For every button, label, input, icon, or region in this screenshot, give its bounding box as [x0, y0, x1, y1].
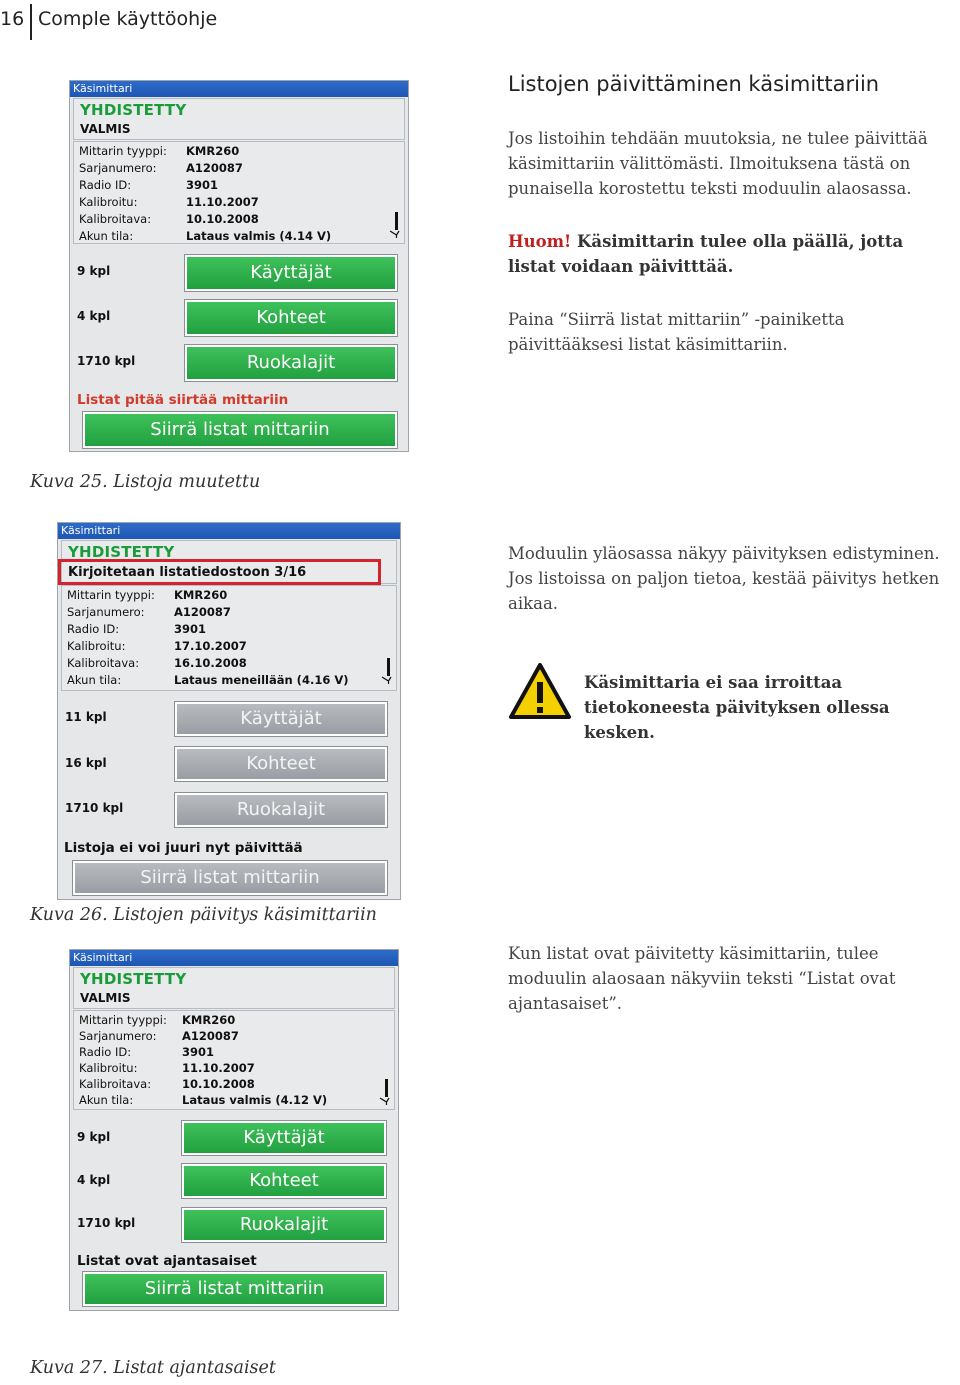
- targets-count: 16 kpl: [65, 756, 107, 770]
- info-label: Radio ID:: [79, 178, 132, 192]
- note-text: Käsimittarin tulee olla päällä, jotta listat voidaan päivitttää.: [508, 232, 904, 276]
- info-row-to-calibrate: [67, 656, 376, 673]
- info-label: Kalibroitava:: [79, 1077, 152, 1091]
- info-value: A120087: [174, 605, 231, 619]
- info-value: 10.10.2008: [182, 1077, 255, 1091]
- info-value: 3901: [186, 178, 219, 192]
- info-label: Radio ID:: [67, 622, 120, 636]
- signal-icon: [379, 658, 393, 684]
- info-value: 3901: [174, 622, 207, 636]
- progress-highlight: [58, 559, 381, 585]
- signal-icon: [377, 1079, 391, 1105]
- info-label: Kalibroitu:: [79, 195, 138, 209]
- info-row-to-calibrate: [79, 1077, 374, 1094]
- info-row-radio: [79, 1045, 374, 1062]
- info-value: KMR260: [174, 588, 228, 602]
- note-paragraph: [508, 229, 953, 279]
- status-message: Listoja ei voi juuri nyt päivittää: [64, 840, 303, 856]
- info-row-battery: [79, 229, 384, 246]
- device-header-panel: [73, 98, 405, 140]
- targets-count: 4 kpl: [77, 1173, 111, 1187]
- users-count: 9 kpl: [77, 264, 111, 278]
- users-count: 9 kpl: [77, 1130, 111, 1144]
- window-titlebar: Käsimittari: [58, 523, 400, 539]
- info-value: KMR260: [182, 1013, 236, 1027]
- device-name: YHDISTETTY: [68, 543, 175, 561]
- dishes-button[interactable]: Ruokalajit: [182, 1208, 386, 1242]
- info-value: Lataus valmis (4.14 V): [186, 229, 332, 243]
- users-button[interactable]: Käyttäjät: [175, 702, 387, 736]
- targets-button[interactable]: Kohteet: [185, 300, 397, 336]
- info-label: Akun tila:: [79, 229, 134, 243]
- info-row-radio: [79, 178, 384, 195]
- info-row-calibrated: [67, 639, 376, 656]
- users-count: 11 kpl: [65, 710, 107, 724]
- info-value: 11.10.2007: [186, 195, 259, 209]
- header-title: Comple käyttöohje: [38, 8, 218, 30]
- info-label: Akun tila:: [67, 673, 122, 687]
- info-row-calibrated: [79, 1061, 374, 1078]
- transfer-lists-button[interactable]: Siirrä listat mittariin: [83, 1272, 386, 1306]
- info-label: Radio ID:: [79, 1045, 132, 1059]
- info-value: A120087: [182, 1029, 239, 1043]
- device-name: YHDISTETTY: [80, 970, 187, 988]
- device-info-panel: [73, 141, 405, 244]
- info-row-battery: [67, 673, 376, 690]
- figure-caption-25: Kuva 25. Listoja muutettu: [30, 472, 261, 492]
- targets-button[interactable]: Kohteet: [182, 1164, 386, 1198]
- progress-status: Kirjoitetaan listatiedostoon 3/16: [68, 565, 307, 580]
- dishes-button[interactable]: Ruokalajit: [175, 793, 387, 827]
- section-title: Listojen päivittäminen käsimittariin: [508, 72, 880, 96]
- info-row-battery: [79, 1093, 374, 1110]
- info-label: Kalibroitava:: [67, 656, 140, 670]
- info-row-to-calibrate: [79, 212, 384, 229]
- info-value: 10.10.2008: [186, 212, 259, 226]
- info-row-type: [67, 588, 376, 605]
- device-state: VALMIS: [80, 122, 131, 136]
- info-row-radio: [67, 622, 376, 639]
- device-info-panel: [61, 585, 397, 691]
- window-titlebar: Käsimittari: [70, 950, 398, 966]
- info-label: Mittarin tyyppi:: [67, 588, 155, 602]
- info-row-calibrated: [79, 195, 384, 212]
- info-label: Sarjanumero:: [79, 1029, 157, 1043]
- info-row-serial: [79, 161, 384, 178]
- figure-caption-26: Kuva 26. Listojen päivitys käsimittariin: [30, 905, 377, 925]
- info-label: Kalibroitu:: [79, 1061, 138, 1075]
- paragraph-progress: Moduulin yläosassa näkyy päivityksen edistyminen. Jos listoissa on paljon tietoa, kestää päivitys hetken aikaa.: [508, 544, 940, 613]
- device-header-panel: [73, 967, 395, 1009]
- warning-text: Käsimittaria ei saa irroittaa tietokoneesta päivityksen ollessa kesken.: [584, 673, 890, 742]
- users-button[interactable]: Käyttäjät: [182, 1121, 386, 1155]
- signal-icon: [387, 212, 401, 238]
- users-button[interactable]: Käyttäjät: [185, 255, 397, 291]
- info-label: Sarjanumero:: [67, 605, 145, 619]
- header-divider: [30, 4, 32, 40]
- info-row-type: [79, 1013, 374, 1030]
- device-info-panel: [73, 1010, 395, 1110]
- figure-caption-27: Kuva 27. Listat ajantasaiset: [30, 1358, 276, 1378]
- info-row-serial: [79, 1029, 374, 1046]
- note-prefix: Huom!: [508, 232, 572, 251]
- warning-icon: [508, 662, 572, 720]
- status-message: Listat pitää siirtää mittariin: [77, 392, 289, 408]
- targets-count: 4 kpl: [77, 309, 111, 323]
- info-row-type: [79, 144, 384, 161]
- info-label: Kalibroitu:: [67, 639, 126, 653]
- info-value: 16.10.2008: [174, 656, 247, 670]
- dishes-button[interactable]: Ruokalajit: [185, 345, 397, 381]
- device-screenshot-fig26: [57, 522, 401, 900]
- dishes-count: 1710 kpl: [77, 1216, 136, 1230]
- info-label: Kalibroitava:: [79, 212, 152, 226]
- info-label: Mittarin tyyppi:: [79, 1013, 167, 1027]
- dishes-count: 1710 kpl: [65, 801, 124, 815]
- transfer-lists-button[interactable]: Siirrä listat mittariin: [83, 412, 397, 448]
- window-titlebar: Käsimittari: [70, 81, 408, 97]
- targets-button[interactable]: Kohteet: [175, 747, 387, 781]
- info-label: Sarjanumero:: [79, 161, 157, 175]
- paragraph-intro: Jos listoihin tehdään muutoksia, ne tulee päivittää käsimittariin välittömästi. Ilmoituksena tästä on punaisella korostettu teksti moduulin alaosassa.: [508, 129, 928, 198]
- paragraph-instruction: Paina “Siirrä listat mittariin” -painiketta päivittääksesi listat käsimittariin.: [508, 310, 845, 354]
- info-value: Lataus valmis (4.12 V): [182, 1093, 328, 1107]
- paragraph-up-to-date: Kun listat ovat päivitetty käsimittariin, tulee moduulin alaosaan näkyviin teksti “Listat ovat ajantasaiset”.: [508, 944, 896, 1013]
- info-label: Akun tila:: [79, 1093, 134, 1107]
- device-state: VALMIS: [80, 991, 131, 1005]
- info-value: 11.10.2007: [182, 1061, 255, 1075]
- info-row-serial: [67, 605, 376, 622]
- device-screenshot-fig27: [69, 949, 399, 1311]
- dishes-count: 1710 kpl: [77, 354, 136, 368]
- info-value: Lataus meneillään (4.16 V): [174, 673, 349, 687]
- info-value: A120087: [186, 161, 243, 175]
- transfer-lists-button[interactable]: Siirrä listat mittariin: [73, 861, 387, 895]
- info-value: 17.10.2007: [174, 639, 247, 653]
- device-name: YHDISTETTY: [80, 101, 187, 119]
- device-screenshot-fig25: [69, 80, 409, 452]
- status-message: Listat ovat ajantasaiset: [77, 1253, 257, 1269]
- info-value: 3901: [182, 1045, 215, 1059]
- page-number: 16: [0, 8, 25, 30]
- info-value: KMR260: [186, 144, 240, 158]
- info-label: Mittarin tyyppi:: [79, 144, 167, 158]
